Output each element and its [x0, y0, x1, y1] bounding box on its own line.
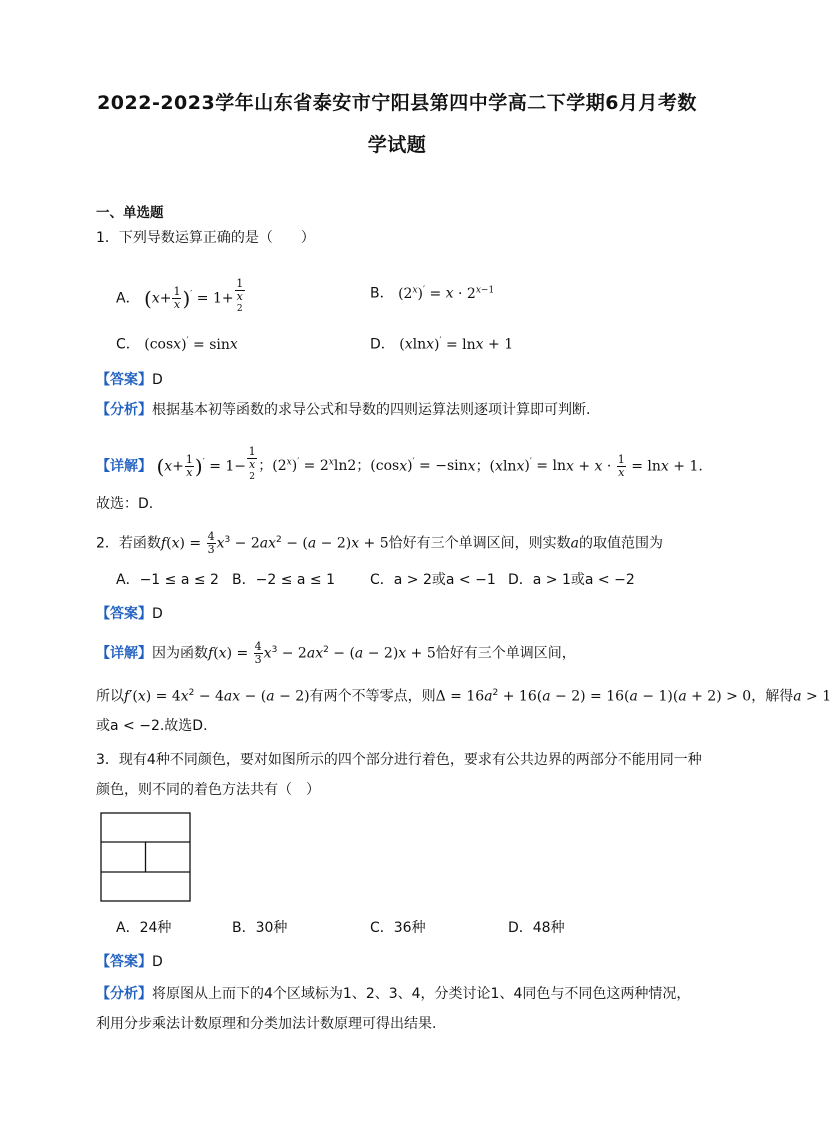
- q2-line2-b: 有两个不等零点，则: [309, 688, 436, 705]
- q1-detail: 【详解】 (x+ $\frac{1}{x}$ )′ = 1− 1 x $^2$ ；$(2^x)' = 2^x\ln 2$；(cosx)′ = −sinx；(xlnx)′ = lnx + x · $\frac{1}{x}$ = lnx + 1.: [96, 445, 703, 482]
- q3-option-b: B．30种: [232, 920, 288, 936]
- q2-detail-suffix: 恰好有三个单调区间，: [435, 645, 576, 662]
- q2-detail-line1: 【详解】因为函数f(x) = $\frac{4}{3}$ $x^3 - 2ax^2 - (a - 2)x + 5$恰好有三个单调区间，: [96, 640, 576, 667]
- q2-option-c: C．a > 2或a < −1: [370, 572, 496, 588]
- q3-region-diagram: [100, 812, 192, 904]
- q1-conclusion: 故选：D.: [96, 496, 154, 512]
- q2-stem: 2．若函数f(x) = $\frac{4}{3}$ $x^3 - 2ax^2 - (a - 2)x + 5$恰好有三个单调区间，则实数a的取值范围为: [96, 530, 664, 557]
- q1-analysis-tag: 【分析】: [96, 402, 152, 418]
- q2-answer-tag: 【答案】: [96, 606, 152, 622]
- q1-option-d: D． (xlnx)′ = lnx + 1: [370, 336, 514, 353]
- q3-analysis-tag: 【分析】: [96, 986, 152, 1002]
- section-heading: 一、单选题: [96, 205, 164, 221]
- q2-option-d: D．a > 1或a < −2: [508, 572, 635, 588]
- q1-detail-tag: 【详解】: [96, 458, 152, 475]
- q1-answer-value: D: [152, 372, 163, 388]
- q1-analysis-text: 根据基本初等函数的求导公式和导数的四则运算法则逐项计算即可判断.: [152, 402, 591, 418]
- q1-option-c-letter: C．: [116, 336, 140, 353]
- q2-option-a: A．−1 ≤ a ≤ 2: [116, 572, 219, 588]
- q1-answer-tag: 【答案】: [96, 372, 152, 388]
- page-title-line2: 学试题: [367, 134, 427, 156]
- q3-analysis-text1: 将原图从上而下的4个区域标为1、2、3、4，分类讨论1、4同色与不同色这两种情况，: [152, 986, 691, 1002]
- q3-answer-tag: 【答案】: [96, 954, 152, 970]
- q1-stem: 1．下列导数运算正确的是（ ）: [96, 230, 315, 246]
- q1-option-d-letter: D．: [370, 336, 395, 353]
- q2-stem-end: 的取值范围为: [579, 535, 664, 552]
- q2-stem-suffix: 恰好有三个单调区间，则实数: [388, 535, 571, 552]
- q1-option-a-letter: A．: [116, 290, 140, 307]
- q3-answer-value: D: [152, 954, 163, 970]
- q2-line2-c: ，解得: [751, 688, 794, 705]
- q3-answer: [96, 952, 163, 972]
- q2-answer: [96, 604, 163, 624]
- q3-stem-line2: 颜色，则不同的着色方法共有（ ）: [96, 782, 320, 798]
- q2-detail-tag: 【详解】: [96, 645, 152, 662]
- q3-option-c: C．36种: [370, 920, 426, 936]
- page-title-line1: 2022-2023学年山东省泰安市宁阳县第四中学高二下学期6月月考数: [97, 92, 697, 114]
- q3-analysis-line2: 利用分步乘法计数原理和分类加法计数原理可得出结果.: [96, 1016, 437, 1032]
- q1-answer: [96, 370, 163, 390]
- q3-option-a: A．24种: [116, 920, 172, 936]
- q1-option-a: A． (x+ $\frac{1}{x}$ )′ = 1+ 1 x $^2$: [116, 277, 244, 314]
- q2-line2-a: 所以: [96, 688, 124, 705]
- q3-option-d: D．48种: [508, 920, 565, 936]
- q3-analysis-line1: [96, 984, 690, 1004]
- q2-detail-line2: 所以$f'(x) = 4x^2 - 4ax - (a - 2)$有两个不等零点，则$\Delta = 16a^2 + 16(a - 2) = 16(a - 1)(a + 2) > 0$，解得a > 1: [96, 688, 831, 705]
- q1-option-b-letter: B．: [370, 285, 394, 302]
- q2-detail-prefix: 因为函数: [152, 645, 208, 662]
- q2-detail-line3: 或a < −2.故选D.: [96, 718, 208, 734]
- q1-option-c: C． (cosx)′ = sinx: [116, 336, 238, 353]
- q1-analysis: [96, 400, 590, 420]
- q2-answer-value: D: [152, 606, 163, 622]
- q2-option-b: B．−2 ≤ a ≤ 1: [232, 572, 335, 588]
- q2-stem-prefix: 2．若函数: [96, 535, 161, 552]
- q3-stem-line1: 3．现有4种不同颜色，要对如图所示的四个部分进行着色，要求有公共边界的两部分不能用同一种: [96, 752, 702, 768]
- q1-option-b: B． $(2^x)' = x \cdot 2^{x-1}$: [370, 285, 495, 302]
